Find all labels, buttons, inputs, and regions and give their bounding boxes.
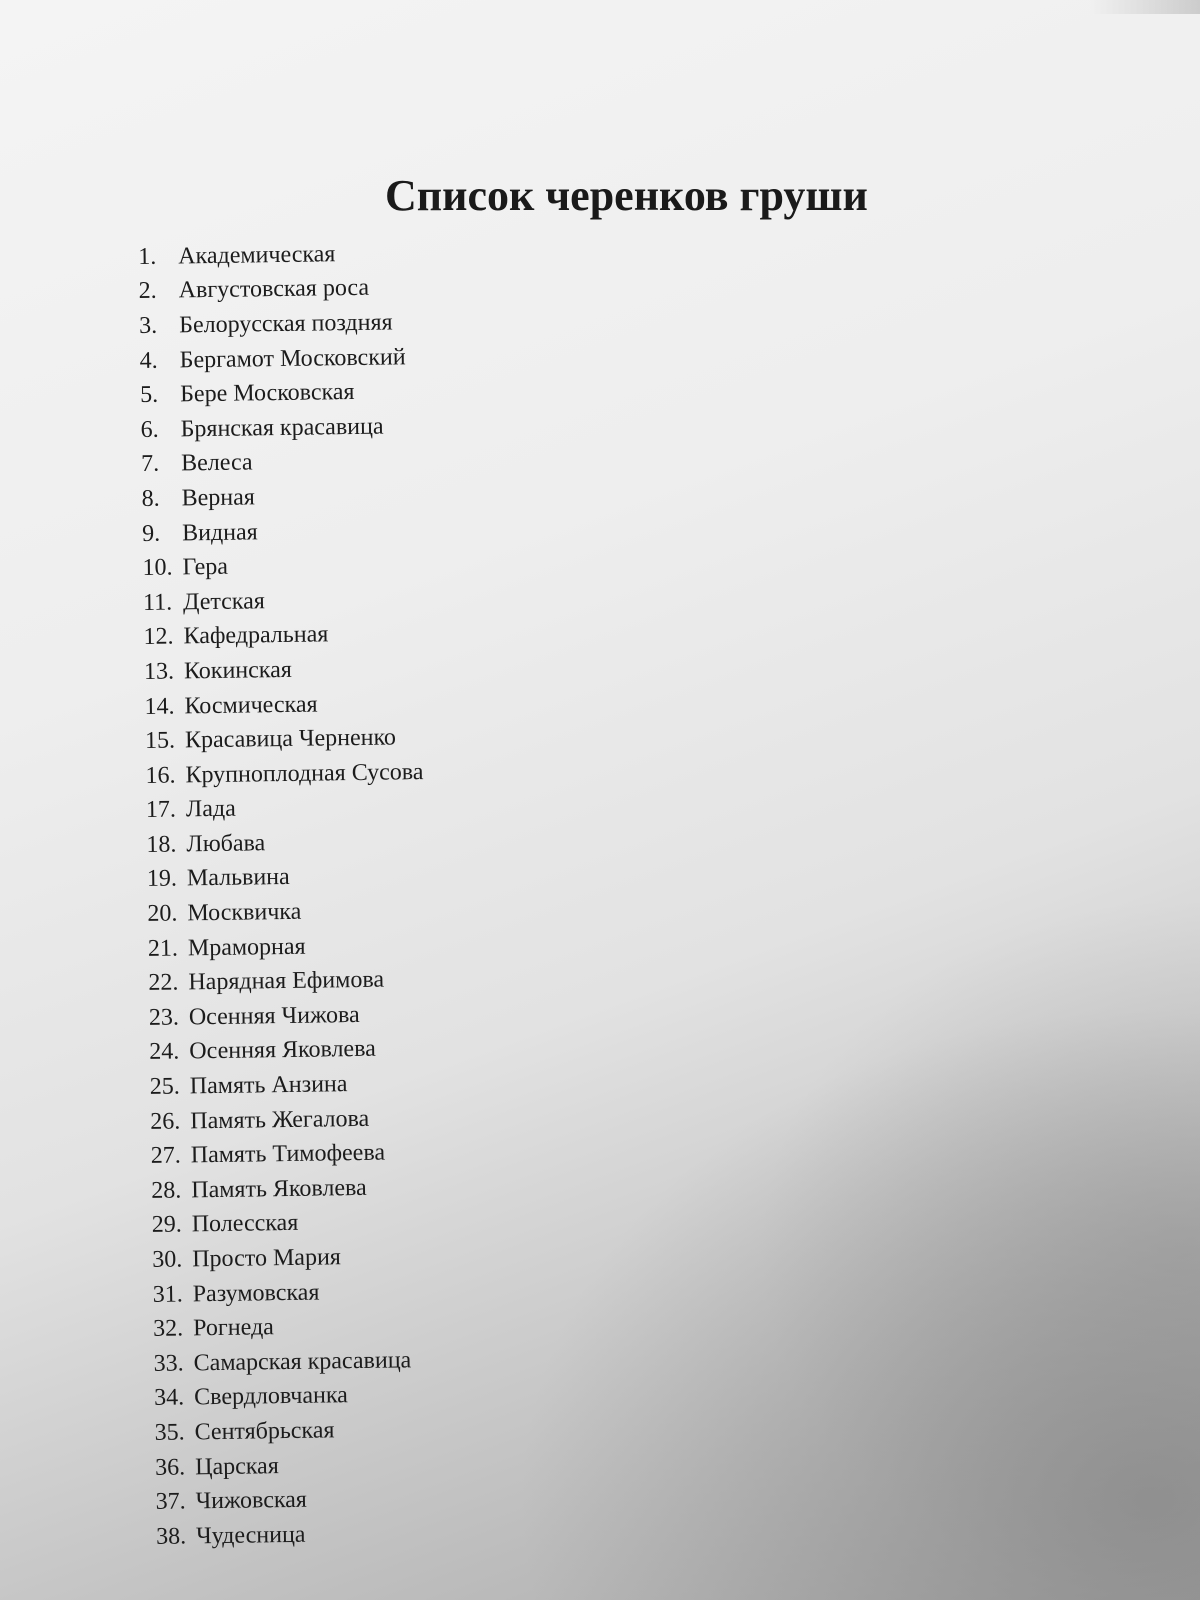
item-name: Белорусская поздняя [179,309,393,339]
item-name: Просто Мария [192,1244,342,1273]
item-number: 14. [144,693,175,720]
item-number: 4. [139,347,158,374]
item-number: 20. [147,900,178,928]
item-number: 35. [154,1419,185,1446]
item-number: 5. [139,381,159,409]
item-number: 25. [149,1073,181,1100]
item-number: 19. [146,866,178,893]
item-name: Полесская [191,1210,299,1238]
item-number: 2. [138,278,157,305]
item-name: Видная [181,518,258,546]
item-number: 29. [151,1211,182,1239]
item-name: Кафедральная [183,621,329,650]
item-number: 8. [141,485,160,512]
item-name: Августовская роса [178,275,370,304]
item-name: Память Анзина [189,1071,348,1100]
item-number: 37. [155,1488,186,1516]
item-name: Велеса [180,449,253,477]
list-item [156,1512,716,1554]
item-number: 24. [149,1038,180,1066]
item-name: Верная [181,484,255,512]
item-name: Чудесница [195,1521,306,1550]
item-number: 21. [147,935,179,962]
item-number: 13. [143,658,175,685]
item-number: 11. [142,589,173,616]
item-number: 38. [155,1523,187,1550]
item-number: 34. [153,1384,185,1412]
item-number: 30. [152,1246,183,1273]
item-name: Кокинская [183,656,293,685]
item-name: Бергамот Московский [179,343,406,374]
item-number: 18. [146,831,177,858]
item-number: 27. [150,1142,181,1170]
item-name: Сентябрьская [194,1417,335,1446]
item-number: 36. [154,1454,186,1481]
item-number: 15. [144,727,176,755]
item-name: Разумовская [192,1279,320,1307]
item-name: Лада [185,795,236,823]
item-name: Чижовская [195,1486,308,1515]
item-number: 7. [140,451,160,478]
item-name: Нарядная Ефимова [188,966,385,996]
item-number: 6. [140,416,159,443]
item-number: 1. [138,243,157,270]
item-name: Рогнеда [193,1314,275,1342]
item-number: 16. [145,762,176,789]
item-number: 12. [143,623,174,651]
item-number: 33. [153,1350,184,1377]
item-name: Мальвина [186,864,290,892]
item-name: Красавица Черненко [184,724,397,754]
item-name: Космическая [184,691,318,719]
item-name: Память Яковлева [191,1174,367,1204]
item-number: 10. [142,554,173,582]
item-name: Осенняя Яковлева [189,1036,376,1065]
item-number: 28. [151,1177,182,1204]
item-number: 17. [145,796,177,824]
item-name: Бере Московская [179,379,355,408]
item-number: 9. [141,520,161,547]
item-name: Царская [194,1452,279,1480]
item-name: Любава [186,830,266,858]
item-name: Свердловчанка [193,1382,348,1411]
item-name: Мраморная [187,933,306,962]
item-name: Самарская красавица [193,1347,412,1377]
item-name: Брянская красавица [180,413,384,443]
item-name: Память Жегалова [190,1105,370,1134]
paper-edge [1090,0,1200,14]
item-number: 31. [152,1281,183,1308]
item-name: Москвичка [187,898,302,927]
item-number: 32. [153,1315,184,1343]
item-name: Академическая [178,241,336,270]
document-title: Список черенков груши [385,171,868,220]
item-name: Гера [182,553,229,581]
cuttings-list [138,232,716,1560]
item-number: 3. [139,312,158,339]
item-number: 26. [150,1108,181,1135]
item-name: Осенняя Чижова [188,1001,360,1031]
item-name: Детская [182,588,265,616]
item-name: Крупноплодная Сусова [185,758,424,789]
item-number: 23. [148,1004,180,1031]
item-name: Память Тимофеева [190,1139,386,1169]
item-number: 22. [148,969,179,997]
